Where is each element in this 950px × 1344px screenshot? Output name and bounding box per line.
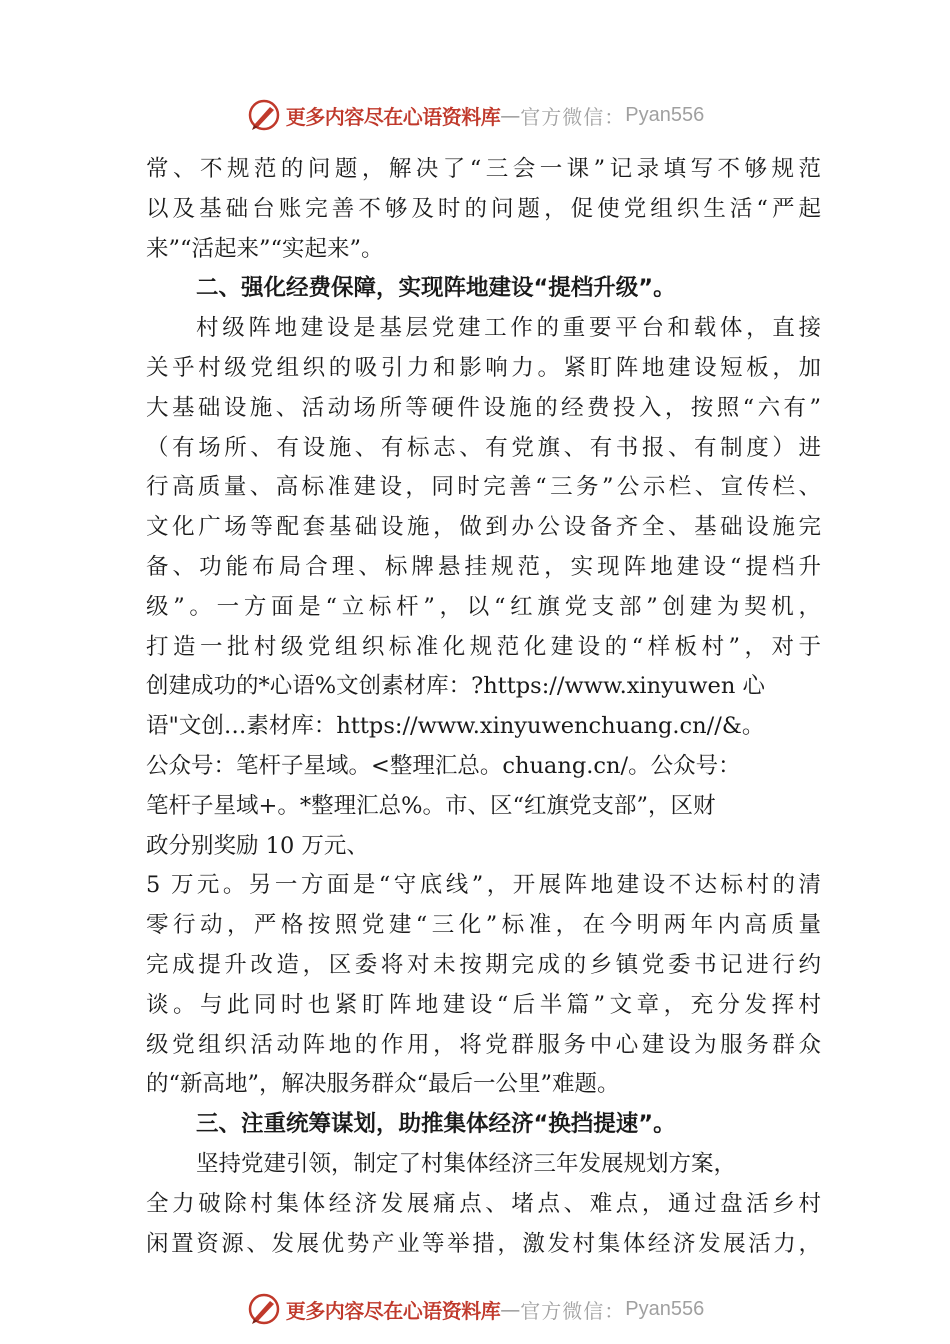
text-line: 完成提升改造，区委将对未按期完成的乡镇党委书记进行约	[146, 951, 821, 978]
text-line: 政分别奖励 10 万元、	[146, 832, 369, 859]
text-line: 级”。一方面是“立标杆”，以“红旗党支部”创建为契机，	[146, 593, 821, 620]
text-line: 语"文创…素材库：https://www.xinyuwenchuang.cn//&。	[146, 713, 765, 740]
text-line: 全力破除村集体经济发展痛点、堵点、难点，通过盘活乡村	[146, 1190, 821, 1217]
banner-title: 更多内容尽在心语资料库	[285, 1298, 501, 1323]
banner-dash: —	[500, 1297, 521, 1321]
footer-banner	[0, 1289, 950, 1329]
text-line: 零行动，严格按照党建“三化”标准，在今明两年内高质量	[146, 912, 821, 939]
text-line: 坚持党建引领，制定了村集体经济三年发展规划方案，	[196, 1150, 737, 1177]
text-line: 打造一批村级党组织标准化规范化建设的“样板村”，对于	[146, 633, 821, 660]
text-line: 5 万元。另一方面是“守底线”，开展阵地建设不达标村的清	[146, 872, 821, 899]
text-line: 创建成功的*心语%文创素材库：?https://www.xinyuwen 心	[146, 673, 766, 700]
banner-wechat-label: 官方微信：	[520, 1298, 626, 1323]
pen-logo-icon	[246, 1291, 282, 1327]
banner-dash: —	[500, 103, 521, 127]
text-line: 文化广场等配套基础设施，做到办公设备齐全、基础设施完	[146, 514, 821, 541]
text-line: （有场所、有设施、有标志、有党旗、有书报、有制度）进	[146, 434, 821, 461]
banner-title: 更多内容尽在心语资料库	[285, 104, 501, 129]
text-line: 行高质量、高标准建设，同时完善“三务”公示栏、宣传栏、	[146, 474, 821, 501]
section-heading-3: 三、注重统筹谋划，助推集体经济“换挡提速”。	[196, 1111, 676, 1138]
banner-wechat-id: Pyan556	[625, 103, 705, 126]
pen-logo-icon	[246, 97, 282, 133]
section-heading-2: 二、强化经费保障，实现阵地建设“提档升级”。	[196, 275, 676, 302]
banner-wechat-id: Pyan556	[625, 1297, 705, 1320]
header-banner	[0, 95, 950, 135]
document-body	[146, 150, 821, 1264]
text-line: 备、功能布局合理、标牌悬挂规范，实现阵地建设“提档升	[146, 553, 821, 580]
text-line: 级党组织活动阵地的作用，将党群服务中心建设为服务群众	[146, 1031, 821, 1058]
text-line: 笔杆子星域+。*整理汇总%。市、区“红旗党支部”，区财	[146, 792, 716, 819]
text-line: 村级阵地建设是基层党建工作的重要平台和载体，直接	[196, 315, 821, 342]
text-line: 闲置资源、发展优势产业等举措，激发村集体经济发展活力，	[146, 1230, 821, 1257]
text-line: 常、不规范的问题，解决了“三会一课”记录填写不够规范	[146, 156, 821, 182]
text-line: 大基础设施、活动场所等硬件设施的经费投入，按照“六有”	[146, 394, 821, 421]
text-line: 关乎村级党组织的吸引力和影响力。紧盯阵地建设短板，加	[146, 354, 821, 381]
text-line: 公众号：笔杆子星域。<整理汇总。chuang.cn/。公众号：	[146, 752, 741, 779]
text-line: 来”“活起来”“实起来”。	[146, 235, 384, 262]
text-line: 以及基础台账完善不够及时的问题，促使党组织生活“严起	[146, 195, 821, 222]
banner-wechat-label: 官方微信：	[520, 104, 626, 129]
text-line: 的“新高地”，解决服务群众“最后一公里”难题。	[146, 1071, 620, 1098]
text-line: 谈。与此同时也紧盯阵地建设“后半篇”文章，充分发挥村	[146, 991, 821, 1018]
